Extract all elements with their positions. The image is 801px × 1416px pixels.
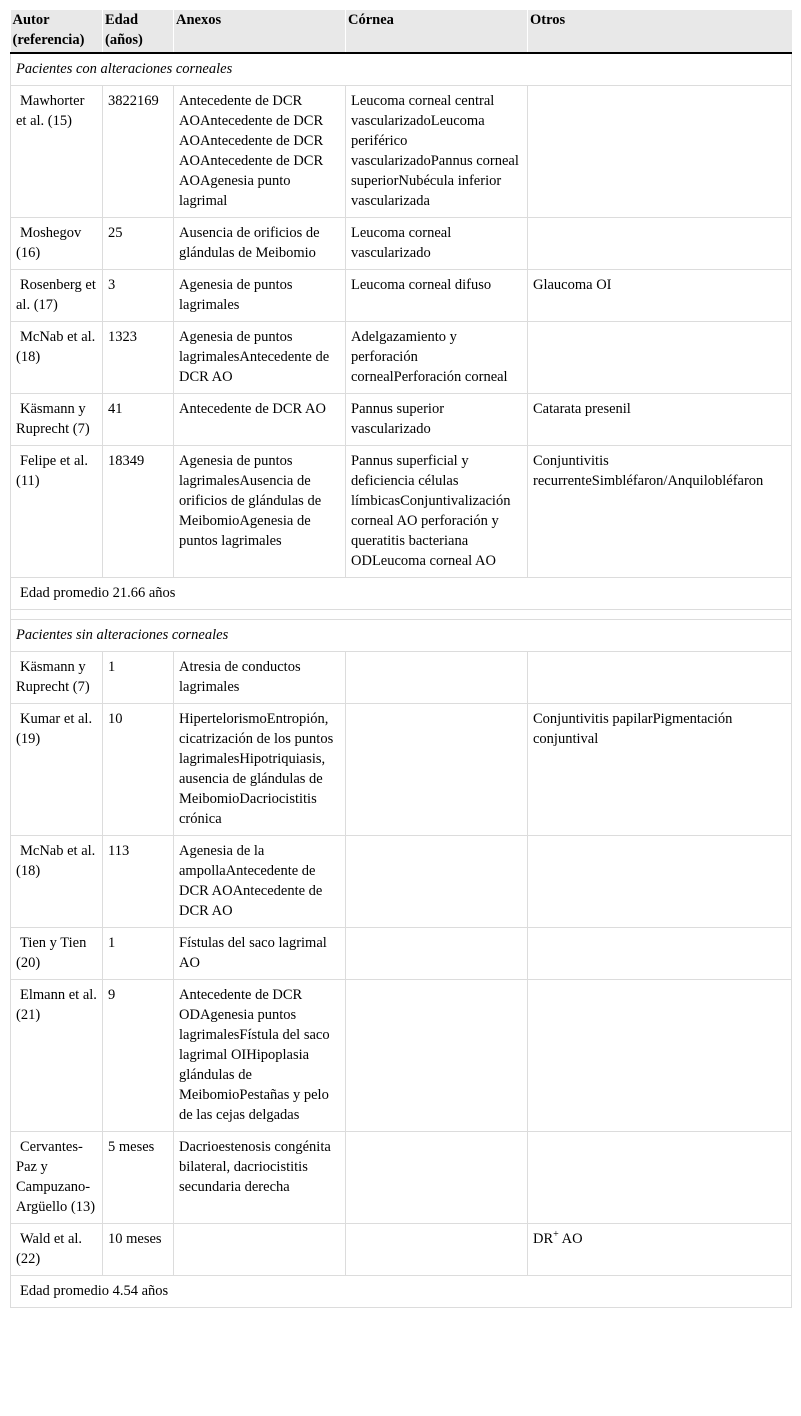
cell-otros xyxy=(528,836,792,928)
cell-cornea: Leucoma corneal difuso xyxy=(346,270,528,322)
cell-autor: Kumar et al. (19) xyxy=(11,704,103,836)
cell-cornea xyxy=(346,652,528,704)
section-header-sin-alteraciones: Pacientes sin alteraciones corneales xyxy=(11,620,792,652)
cell-otros: Glaucoma OI xyxy=(528,270,792,322)
cell-cornea xyxy=(346,836,528,928)
cell-edad: 113 xyxy=(103,836,174,928)
cell-otros xyxy=(528,218,792,270)
cell-anexos: Antecedente de DCR AOAntecedente de DCR AOAntecedente de DCR AOAntecedente de DCR AOAgenesia punto lagrimal xyxy=(174,86,346,218)
cell-otros xyxy=(528,86,792,218)
cell-cornea xyxy=(346,1132,528,1224)
table-row xyxy=(11,270,792,322)
cell-anexos: Fístulas del saco lagrimal AO xyxy=(174,928,346,980)
cell-autor: Käsmann y Ruprecht (7) xyxy=(11,652,103,704)
table-row xyxy=(11,218,792,270)
table-row xyxy=(11,86,792,218)
table-row xyxy=(11,1132,792,1224)
cell-anexos: Agenesia de puntos lagrimalesAusencia de orificios de glándulas de MeibomioAgenesia de puntos lagrimales xyxy=(174,446,346,578)
cell-anexos: Atresia de conductos lagrimales xyxy=(174,652,346,704)
cell-autor: Käsmann y Ruprecht (7) xyxy=(11,394,103,446)
cell-cornea xyxy=(346,928,528,980)
cell-edad: 10 meses xyxy=(103,1224,174,1276)
cell-edad: 3 xyxy=(103,270,174,322)
cell-otros: Conjuntivitis papilarPigmentación conjuntival xyxy=(528,704,792,836)
spacer-row xyxy=(11,610,792,620)
cell-anexos: HipertelorismoEntropión, cicatrización de los puntos lagrimalesHipotriquiasis, ausencia de glándulas de MeibomioDacriocistitis crónica xyxy=(174,704,346,836)
cell-autor: Cervantes-Paz y Campuzano-Argüello (13) xyxy=(11,1132,103,1224)
cell-anexos xyxy=(174,1224,346,1276)
cell-autor: Wald et al. (22) xyxy=(11,1224,103,1276)
cell-anexos: Dacrioestenosis congénita bilateral, dacriocistitis secundaria derecha xyxy=(174,1132,346,1224)
cell-edad: 3822169 xyxy=(103,86,174,218)
cell-cornea xyxy=(346,1224,528,1276)
header-otros: Otros xyxy=(528,10,792,53)
cell-anexos: Antecedente de DCR ODAgenesia puntos lagrimalesFístula del saco lagrimal OIHipoplasia glándulas de MeibomioPestañas y pelo de las cejas delgadas xyxy=(174,980,346,1132)
cell-autor: McNab et al. (18) xyxy=(11,836,103,928)
cell-otros xyxy=(528,652,792,704)
table-row xyxy=(11,446,792,578)
table-row xyxy=(11,652,792,704)
data-table xyxy=(10,10,792,1308)
header-anexos: Anexos xyxy=(174,10,346,53)
cell-autor: McNab et al. (18) xyxy=(11,322,103,394)
average-row: Edad promedio 4.54 años xyxy=(11,1276,792,1308)
cell-otros xyxy=(528,980,792,1132)
table-row xyxy=(11,980,792,1132)
header-edad: Edad (años) xyxy=(103,10,174,53)
header-cornea: Córnea xyxy=(346,10,528,53)
cell-edad: 25 xyxy=(103,218,174,270)
table-row xyxy=(11,836,792,928)
table-row xyxy=(11,1224,792,1276)
cell-otros: Catarata presenil xyxy=(528,394,792,446)
cell-edad: 1 xyxy=(103,928,174,980)
cell-otros xyxy=(528,928,792,980)
cell-edad: 9 xyxy=(103,980,174,1132)
header-autor: Autor (referencia) xyxy=(11,10,103,53)
cell-cornea xyxy=(346,704,528,836)
cell-edad: 1323 xyxy=(103,322,174,394)
cell-cornea: Leucoma corneal central vascularizadoLeucoma periférico vascularizadoPannus corneal superiorNubécula inferior vascularizada xyxy=(346,86,528,218)
cell-otros: Conjuntivitis recurrenteSimbléfaron/Anquilobléfaron xyxy=(528,446,792,578)
table-row xyxy=(11,704,792,836)
table-row xyxy=(11,322,792,394)
cell-otros: DR+ AO xyxy=(528,1224,792,1276)
cell-otros xyxy=(528,322,792,394)
cell-cornea: Leucoma corneal vascularizado xyxy=(346,218,528,270)
cell-autor: Rosenberg et al. (17) xyxy=(11,270,103,322)
cell-anexos: Agenesia de puntos lagrimales xyxy=(174,270,346,322)
cell-autor: Moshegov (16) xyxy=(11,218,103,270)
cell-cornea: Adelgazamiento y perforación cornealPerforación corneal xyxy=(346,322,528,394)
cell-cornea: Pannus superficial y deficiencia células límbicasConjuntivalización corneal AO perforación y queratitis bacteriana ODLeucoma corneal AO xyxy=(346,446,528,578)
cell-edad: 10 xyxy=(103,704,174,836)
cell-cornea xyxy=(346,980,528,1132)
average-row: Edad promedio 21.66 años xyxy=(11,578,792,610)
section-header-con-alteraciones: Pacientes con alteraciones corneales xyxy=(11,53,792,86)
table-row xyxy=(11,928,792,980)
cell-edad: 41 xyxy=(103,394,174,446)
table-row xyxy=(11,394,792,446)
cell-edad: 5 meses xyxy=(103,1132,174,1224)
cell-autor: Tien y Tien (20) xyxy=(11,928,103,980)
cell-edad: 18349 xyxy=(103,446,174,578)
cell-anexos: Antecedente de DCR AO xyxy=(174,394,346,446)
cell-autor: Elmann et al. (21) xyxy=(11,980,103,1132)
cell-cornea: Pannus superior vascularizado xyxy=(346,394,528,446)
cell-anexos: Agenesia de la ampollaAntecedente de DCR AOAntecedente de DCR AO xyxy=(174,836,346,928)
cell-autor: Mawhorter et al. (15) xyxy=(11,86,103,218)
cell-autor: Felipe et al. (11) xyxy=(11,446,103,578)
cell-anexos: Ausencia de orificios de glándulas de Meibomio xyxy=(174,218,346,270)
cell-otros xyxy=(528,1132,792,1224)
cell-edad: 1 xyxy=(103,652,174,704)
table-header xyxy=(11,10,792,53)
cell-anexos: Agenesia de puntos lagrimalesAntecedente de DCR AO xyxy=(174,322,346,394)
